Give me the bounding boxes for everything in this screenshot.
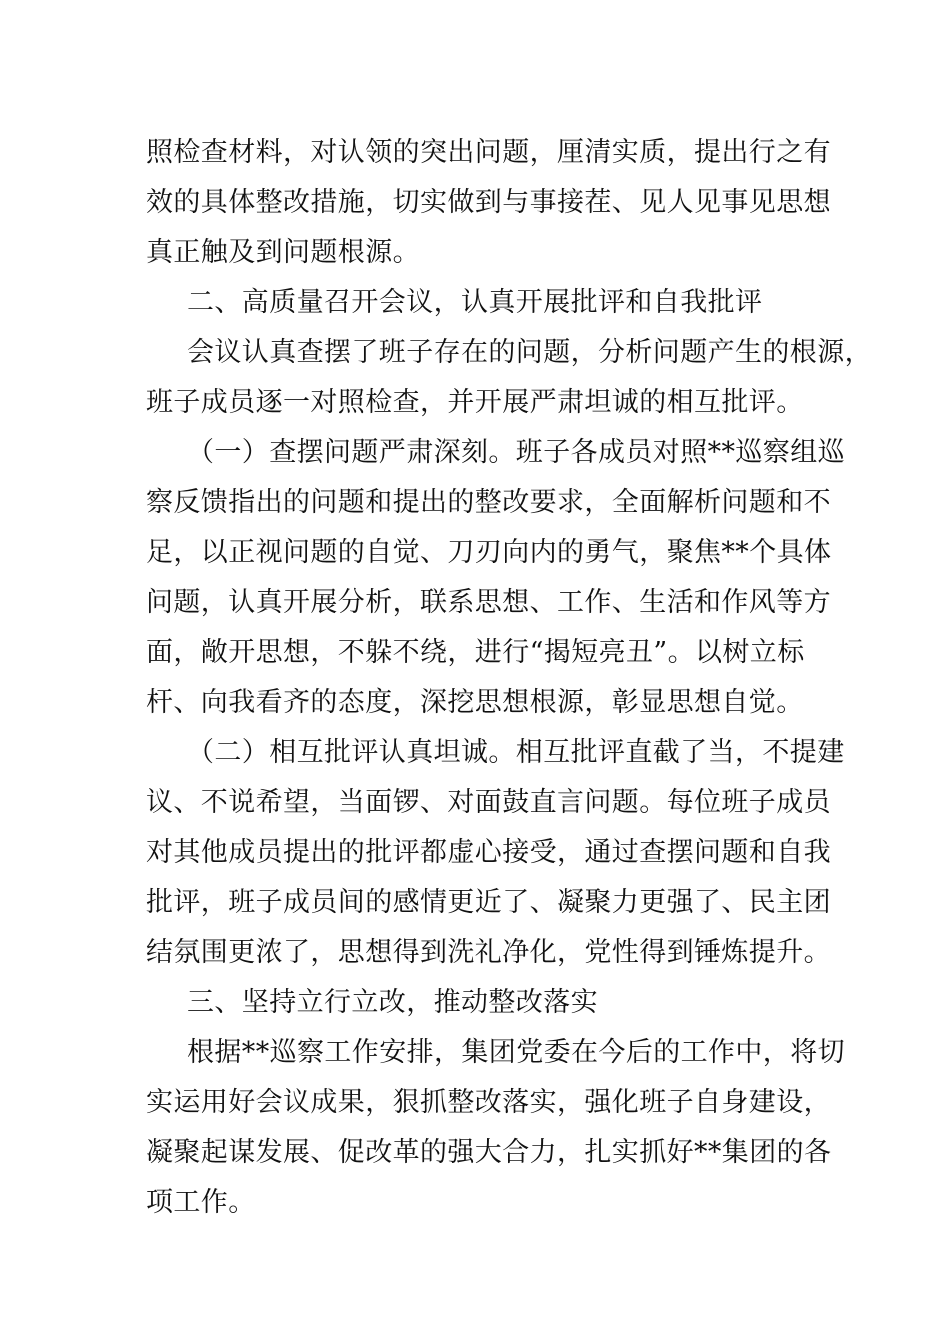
text-line: 杆、向我看齐的态度，深挖思想根源，彰显思想自觉。 xyxy=(146,687,804,718)
text-line: 班子成员逐一对照检查，并开展严肃坦诚的相互批评。 xyxy=(146,387,804,418)
text-line: 批评，班子成员间的感情更近了、凝聚力更强了、民主团 xyxy=(146,887,831,918)
section-heading: 二、高质量召开会议，认真开展批评和自我批评 xyxy=(187,287,763,318)
text-line: 对其他成员提出的批评都虚心接受，通过查摆问题和自我 xyxy=(146,837,831,868)
subsection-line: （二）相互批评认真坦诚。相互批评直截了当，不提建 xyxy=(187,737,845,768)
text-line: 问题，认真开展分析，联系思想、工作、生活和作风等方 xyxy=(146,587,831,618)
section-heading: 三、坚持立行立改，推动整改落实 xyxy=(187,987,598,1018)
text-line: 足，以正视问题的自觉、刀刃向内的勇气，聚焦**个具体 xyxy=(146,537,832,568)
text-line: 会议认真查摆了班子存在的问题，分析问题产生的根源， xyxy=(187,337,872,368)
text-line: 效的具体整改措施，切实做到与事接茬、见人见事见思想 xyxy=(146,187,831,218)
text-line: 面，敞开思想，不躲不绕，进行“揭短亮丑”。以树立标 xyxy=(146,637,805,668)
text-line: 真正触及到问题根源。 xyxy=(146,237,420,268)
text-line: 照检查材料，对认领的突出问题，厘清实质，提出行之有 xyxy=(146,137,831,168)
text-line: 根据**巡察工作安排，集团党委在今后的工作中，将切 xyxy=(187,1037,845,1068)
text-line: 结氛围更浓了，思想得到洗礼净化，党性得到锤炼提升。 xyxy=(146,937,831,968)
text-line: 议、不说希望，当面锣、对面鼓直言问题。每位班子成员 xyxy=(146,787,831,818)
text-line: 实运用好会议成果，狠抓整改落实，强化班子自身建设， xyxy=(146,1087,831,1118)
text-line: 凝聚起谋发展、促改革的强大合力，扎实抓好**集团的各 xyxy=(146,1137,832,1168)
text-line: 项工作。 xyxy=(146,1187,256,1218)
subsection-line: （一）查摆问题严肃深刻。班子各成员对照**巡察组巡 xyxy=(187,437,845,468)
text-line: 察反馈指出的问题和提出的整改要求，全面解析问题和不 xyxy=(146,487,831,518)
